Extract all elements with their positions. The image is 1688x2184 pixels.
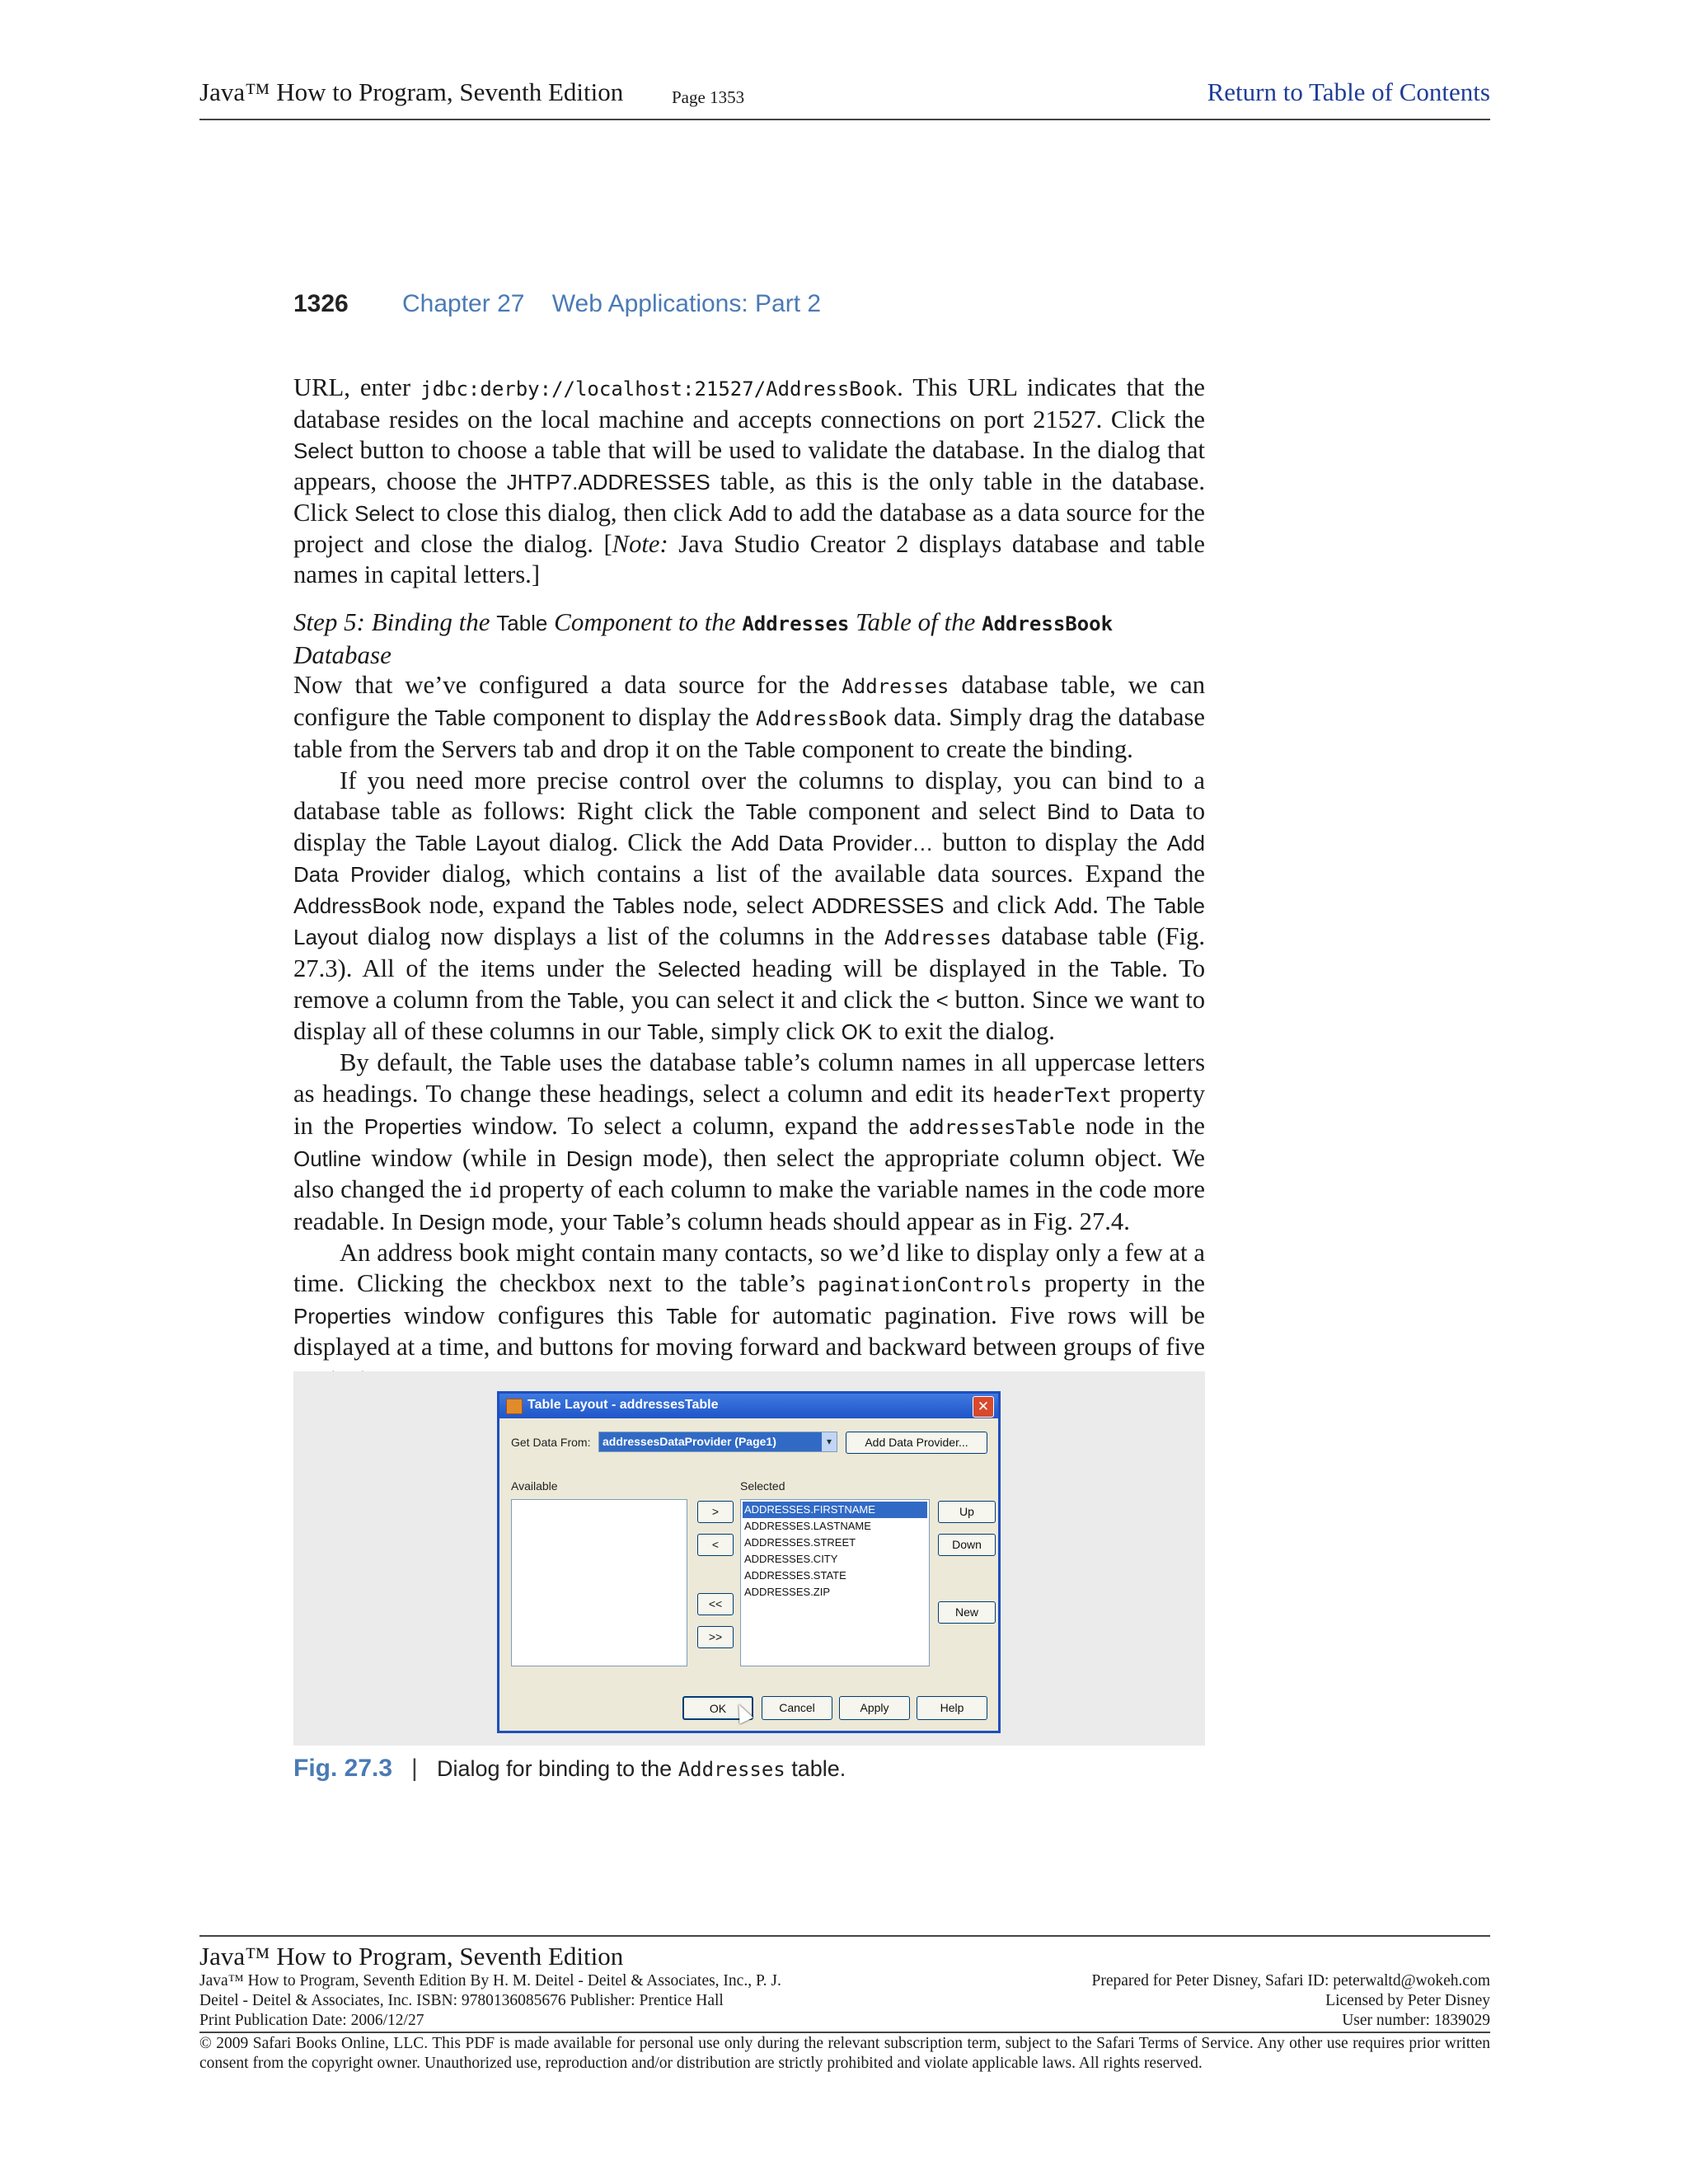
move-all-left-button[interactable]: <<	[697, 1593, 734, 1615]
step-5-heading: Step 5: Binding the Table Component to the Addresses Table of the AddressBook Database	[293, 607, 1114, 669]
caption-text: Dialog for binding to the Addresses table.	[437, 1756, 846, 1781]
footer-copyright: © 2009 Safari Books Online, LLC. This PDF is made available for personal use only during the relevant subscription term, subject to the Safari Terms of Service. Any other use requires prior written consent from the copyright owner. Unauthorized use, reproduction and/or distribution are strictly prohibited and violate applicable laws. All rights reserved.	[199, 2035, 1490, 2072]
available-list[interactable]	[511, 1499, 687, 1666]
help-button[interactable]: Help	[917, 1696, 987, 1720]
close-icon[interactable]: ✕	[973, 1396, 994, 1418]
selected-label: Selected	[740, 1479, 785, 1493]
list-item[interactable]: ADDRESSES.STREET	[744, 1536, 856, 1549]
figure-caption	[293, 1755, 1205, 1791]
selected-list[interactable]	[740, 1499, 930, 1666]
dialog-titlebar[interactable]	[499, 1394, 998, 1418]
page-label: Page 1353	[672, 87, 745, 107]
paragraph-pagination: An address book might contain many contacts, so we’d like to display only a few at a time. Clicking the checkbox next to the table’s paginationControls property in the Properties window configures this Table for automatic pagination. Five rows will be displayed at a time, and buttons for moving forward and backward between groups of five	[293, 1239, 1205, 1361]
chapter-title: Chapter 27 Web Applications: Part 2	[402, 290, 822, 317]
list-item[interactable]: ADDRESSES.STATE	[744, 1569, 846, 1582]
list-item[interactable]: ADDRESSES.ZIP	[744, 1586, 831, 1598]
paragraph-url: URL, enter jdbc:derby://localhost:21527/AddressBook. This URL indicates that the database resides on the local machine and accepts connections on port 21527. Click the Select button to choose a table that will be used to validate the database. In the dialog that appears, choose the JHTP7.ADDRESSES table, as this is the only table in the database. Click Select to close this dialog, then click Add to add the database as a data source for the project and close the dialog. [Note: Java Studio Creator 2 displays database and table names in capital letters.]	[293, 373, 1205, 588]
body-text	[293, 373, 1205, 1393]
chevron-down-icon[interactable]: ▾	[822, 1432, 837, 1451]
get-data-label: Get Data From:	[511, 1436, 591, 1449]
toc-link[interactable]: Return to Table of Contents	[1207, 77, 1490, 106]
figure-number: Fig. 27.3	[293, 1755, 393, 1782]
chapter-header	[293, 290, 1208, 326]
footer-title: Java™ How to Program, Seventh Edition	[199, 1942, 624, 1971]
page-footer	[199, 1935, 1490, 2072]
apply-button[interactable]: Apply	[839, 1696, 910, 1720]
figure-panel	[293, 1371, 1205, 1746]
up-button[interactable]: Up	[938, 1501, 996, 1523]
add-data-provider-button[interactable]: Add Data Provider...	[846, 1432, 987, 1454]
page-number: 1326	[293, 290, 349, 317]
footer-license-info: Prepared for Peter Disney, Safari ID: peterwaltd@wokeh.com Licensed by Peter Disney User number: 1839029	[1091, 1972, 1490, 2029]
new-button[interactable]: New	[938, 1601, 996, 1624]
list-item[interactable]: ADDRESSES.FIRSTNAME	[743, 1502, 927, 1518]
table-layout-dialog	[497, 1391, 1001, 1733]
move-left-button[interactable]: <	[697, 1534, 734, 1556]
move-right-button[interactable]: >	[697, 1501, 734, 1523]
available-label: Available	[511, 1479, 558, 1493]
paragraph-headings: By default, the Table uses the database table’s column names in all uppercase letters as headings. To change these headings, select a column and edit its headerText property in the Properties window. To select a column, expand the addressesTable node in the Outline window (while in Design mode), then select the appropriate column object. We also changed the id property of each column to make the variable names in the code more readable. In Design mode, your Table’s column heads should appear as in Fig. 27.4.	[293, 1048, 1205, 1235]
down-button[interactable]: Down	[938, 1534, 996, 1556]
list-item[interactable]: ADDRESSES.LASTNAME	[744, 1520, 871, 1532]
app-icon	[506, 1399, 523, 1414]
cancel-button[interactable]: Cancel	[762, 1696, 832, 1720]
footer-publication-info: Java™ How to Program, Seventh Edition By H. M. Deitel - Deitel & Associates, Inc., P. J. Deitel - Deitel & Associates, Inc. ISBN: 9780136085676 Publisher: Prentice Hall Print Publication Date: 2006/12/27	[199, 1972, 781, 2029]
dialog-title: Table Layout - addressesTable	[528, 1398, 719, 1412]
running-header	[199, 77, 1490, 120]
caption-separator: |	[411, 1755, 418, 1782]
list-item[interactable]: ADDRESSES.CITY	[744, 1553, 838, 1565]
data-provider-select[interactable]	[598, 1432, 837, 1452]
move-all-right-button[interactable]: >>	[697, 1626, 734, 1648]
footer-divider	[199, 2032, 1490, 2033]
book-title: Java™ How to Program, Seventh Edition	[199, 77, 624, 106]
paragraph-bind: If you need more precise control over the columns to display, you can bind to a database table as follows: Right click the Table component and select Bind to Data to display the Table Layout dialog. Click the Add Data Provider… button to display the Add Data Provider dialog, which contains a list of the available data sources. Expand the AddressBook node, expand the Tables node, select ADDRESSES and click Add. The Table Layout dialog now displays a list of the columns in the Addresses database table (Fig. 27.3). All of the items under the Selected heading will be displayed in the Table. To remove a column from the Table, you can select it and click the < button. Since we want to display all of these columns in our Table, simply click OK to exit the dialog.	[293, 766, 1205, 1045]
data-provider-value: addressesDataProvider (Page1)	[603, 1435, 776, 1448]
paragraph-configure: Now that we’ve configured a data source for the Addresses database table, we can configure the Table component to display the AddressBook data. Simply drag the database table from the Servers tab and drop it on the Table component to create the binding.	[293, 671, 1205, 763]
ok-button[interactable]: OK	[682, 1696, 753, 1720]
